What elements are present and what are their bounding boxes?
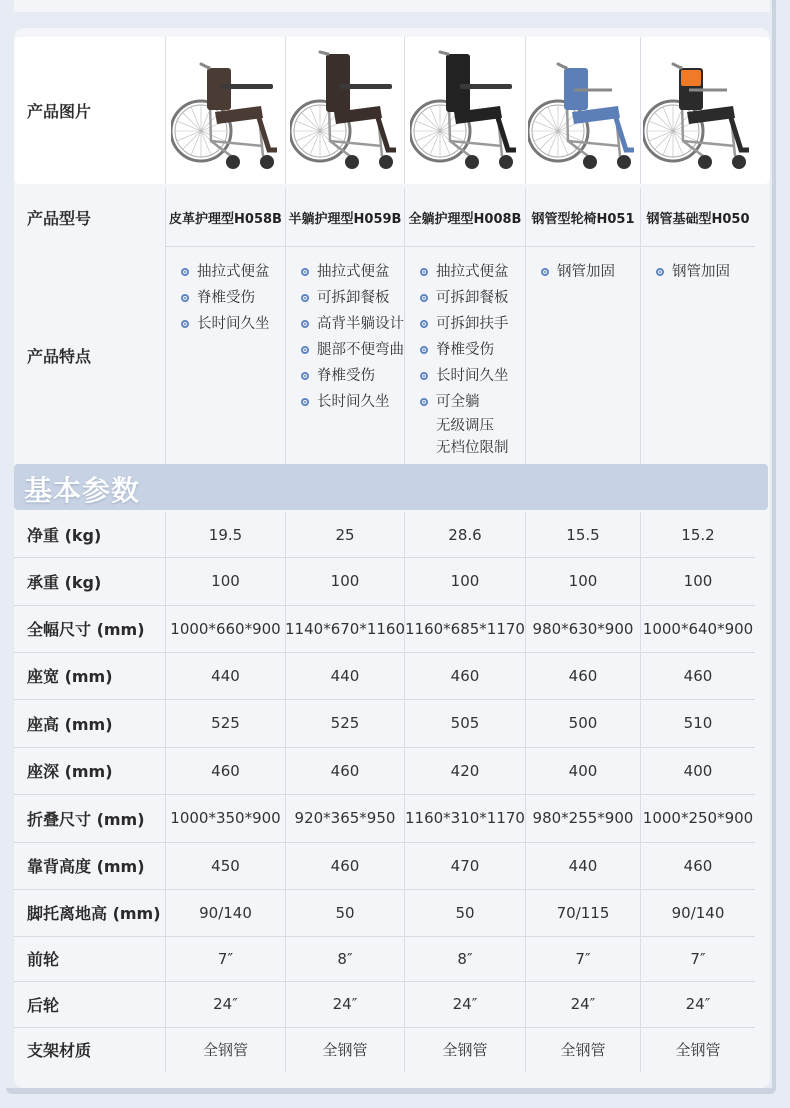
- wheelchair-image: [290, 46, 400, 176]
- section-title: 基本参数: [24, 474, 141, 507]
- feature-item: 脊椎受伤: [300, 363, 404, 389]
- feature-list: [540, 259, 615, 285]
- param-value: 1140*670*1160: [285, 605, 404, 652]
- feature-item: 抽拉式便盆: [300, 259, 404, 285]
- feature-item: 可拆卸扶手: [419, 311, 509, 337]
- param-value: 100: [165, 557, 285, 605]
- model-name: 全躺护理型H008B: [404, 188, 525, 246]
- param-value: 15.2: [640, 512, 755, 557]
- feature-item: 可拆卸餐板: [419, 285, 509, 311]
- wheelchair-image: [410, 46, 520, 176]
- feature-list-cell: [165, 247, 285, 464]
- param-value: 全钢管: [640, 1027, 755, 1072]
- param-row: [14, 981, 770, 1027]
- model-name: 皮革护理型H058B: [165, 188, 285, 246]
- feature-item: 钢管加固: [540, 259, 615, 285]
- feature-item: 长时间久坐: [419, 363, 509, 389]
- param-value: 全钢管: [525, 1027, 640, 1072]
- param-value: 全钢管: [165, 1027, 285, 1072]
- param-row: [14, 557, 770, 605]
- param-value: 460: [525, 652, 640, 699]
- wheelchair-image: [643, 46, 753, 176]
- param-label: 座宽 (mm): [27, 667, 113, 686]
- feature-item: 脊椎受伤: [419, 337, 509, 363]
- param-row: [14, 512, 770, 557]
- param-value: 1160*685*1170: [404, 605, 525, 652]
- feature-item: 高背半躺设计: [300, 311, 404, 337]
- feature-item: 长时间久坐: [180, 311, 270, 337]
- param-value: 460: [165, 747, 285, 794]
- param-value: 505: [404, 699, 525, 747]
- param-value: 400: [525, 747, 640, 794]
- param-value: 7″: [165, 936, 285, 981]
- card-shadow-bottom: [6, 1088, 776, 1094]
- param-value: 50: [404, 889, 525, 936]
- product-image-2: [285, 37, 404, 184]
- param-value: 100: [285, 557, 404, 605]
- model-row-label: 产品型号: [27, 208, 92, 228]
- param-value: 525: [285, 699, 404, 747]
- param-label: 承重 (kg): [27, 572, 102, 592]
- param-row: [14, 1027, 770, 1072]
- param-value: 100: [404, 557, 525, 605]
- param-row: [14, 936, 770, 981]
- param-value: 全钢管: [404, 1027, 525, 1072]
- param-value: 24″: [640, 981, 755, 1027]
- param-value: 510: [640, 699, 755, 747]
- feature-item: 抽拉式便盆: [180, 259, 270, 285]
- param-value: 1000*640*900: [640, 605, 755, 652]
- param-value: 28.6: [404, 512, 525, 557]
- product-header-section: [14, 0, 770, 464]
- features-row-label: 产品特点: [27, 347, 92, 366]
- param-value: 100: [525, 557, 640, 605]
- feature-list-cell: [525, 247, 640, 464]
- param-value: 90/140: [165, 889, 285, 936]
- param-label: 全幅尺寸 (mm): [27, 620, 145, 639]
- param-value: 460: [285, 747, 404, 794]
- product-image-5: [640, 37, 755, 184]
- param-value: 450: [165, 842, 285, 889]
- product-image-1: [165, 37, 285, 184]
- feature-list: [655, 259, 730, 285]
- product-image-4: [525, 37, 640, 184]
- param-value: 24″: [165, 981, 285, 1027]
- param-row: [14, 889, 770, 936]
- param-value: 420: [404, 747, 525, 794]
- param-label: 后轮: [27, 995, 60, 1015]
- param-value: 15.5: [525, 512, 640, 557]
- param-label: 净重 (kg): [27, 526, 102, 545]
- param-value: 24″: [285, 981, 404, 1027]
- param-value: 全钢管: [285, 1027, 404, 1072]
- param-value: 90/140: [640, 889, 755, 936]
- param-label: 折叠尺寸 (mm): [27, 809, 145, 829]
- param-row: [14, 747, 770, 794]
- param-value: 100: [640, 557, 755, 605]
- param-value: 400: [640, 747, 755, 794]
- param-value: 980*255*900: [525, 794, 640, 842]
- param-value: 440: [285, 652, 404, 699]
- card-shadow-right: [772, 0, 776, 1090]
- param-value: 460: [640, 842, 755, 889]
- feature-list-cell: [404, 247, 525, 464]
- param-value: 7″: [640, 936, 755, 981]
- param-value: 25: [285, 512, 404, 557]
- param-value: 24″: [525, 981, 640, 1027]
- param-value: 70/115: [525, 889, 640, 936]
- feature-item: 腿部不便弯曲: [300, 337, 404, 363]
- product-image-row: [14, 37, 770, 184]
- param-row: [14, 699, 770, 747]
- feature-item: 长时间久坐: [300, 389, 404, 415]
- basic-parameters-table: [14, 512, 770, 1072]
- wheelchair-image: [171, 46, 281, 176]
- param-label: 座高 (mm): [27, 714, 113, 734]
- param-row: [14, 794, 770, 842]
- param-value: 8″: [404, 936, 525, 981]
- feature-list-cell: [285, 247, 404, 464]
- param-row: [14, 652, 770, 699]
- feature-item: 可拆卸餐板: [300, 285, 404, 311]
- feature-note: 无级调压: [436, 418, 494, 434]
- feature-item: 抽拉式便盆: [419, 259, 509, 285]
- param-value: 460: [640, 652, 755, 699]
- feature-list: [419, 259, 509, 459]
- param-label: 前轮: [27, 950, 60, 969]
- param-value: 920*365*950: [285, 794, 404, 842]
- param-value: 7″: [525, 936, 640, 981]
- param-label: 座深 (mm): [27, 762, 113, 781]
- feature-list: [180, 259, 270, 337]
- section-header-band: [14, 464, 768, 510]
- model-name: 钢管型轮椅H051: [525, 188, 640, 246]
- param-value: 19.5: [165, 512, 285, 557]
- image-row-label: 产品图片: [27, 102, 92, 121]
- param-value: 460: [404, 652, 525, 699]
- product-image-3: [404, 37, 525, 184]
- feature-item: 可全躺 无级调压 无档位限制: [419, 389, 509, 459]
- feature-note: 无档位限制: [436, 440, 509, 456]
- model-name: 钢管基础型H050: [640, 188, 755, 246]
- model-name: 半躺护理型H059B: [285, 188, 404, 246]
- param-value: 50: [285, 889, 404, 936]
- param-value: 1000*350*900: [165, 794, 285, 842]
- product-model-row: [14, 188, 770, 246]
- param-row: [14, 842, 770, 889]
- feature-item: 钢管加固: [655, 259, 730, 285]
- param-value: 500: [525, 699, 640, 747]
- param-value: 24″: [404, 981, 525, 1027]
- param-value: 8″: [285, 936, 404, 981]
- param-value: 440: [165, 652, 285, 699]
- feature-item: 脊椎受伤: [180, 285, 270, 311]
- feature-list-cell: [640, 247, 755, 464]
- param-value: 1000*660*900: [165, 605, 285, 652]
- param-value: 980*630*900: [525, 605, 640, 652]
- param-value: 460: [285, 842, 404, 889]
- param-value: 525: [165, 699, 285, 747]
- param-label: 支架材质: [27, 1041, 92, 1060]
- feature-list: [300, 259, 404, 415]
- param-value: 440: [525, 842, 640, 889]
- param-label: 靠背高度 (mm): [27, 857, 145, 876]
- param-value: 470: [404, 842, 525, 889]
- wheelchair-image: [528, 46, 638, 176]
- param-label: 脚托离地高 (mm): [27, 904, 161, 923]
- param-value: 1160*310*1170: [404, 794, 525, 842]
- param-row: [14, 605, 770, 652]
- product-features-row: [14, 247, 770, 464]
- param-value: 1000*250*900: [640, 794, 755, 842]
